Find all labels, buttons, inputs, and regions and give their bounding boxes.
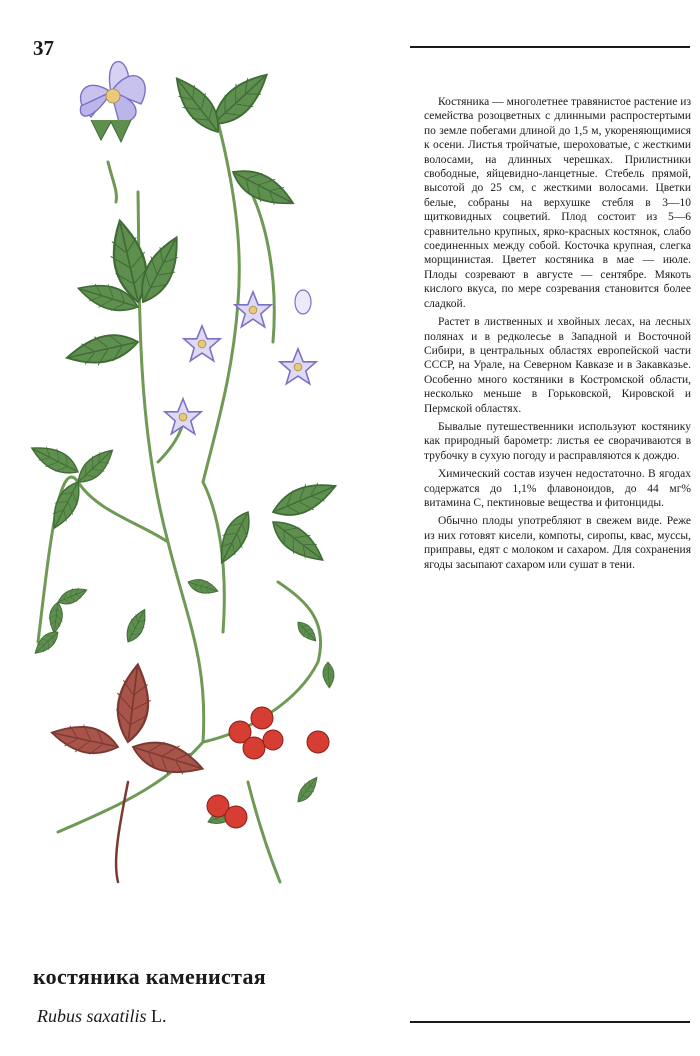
flower-cluster xyxy=(165,290,316,434)
plant-name-heading: костяника каменистая xyxy=(33,964,266,989)
bottom-rule xyxy=(410,1021,690,1023)
paragraph-habitat: Растет в лиственных и хвойных лесах, на лесных полянах и в редколесье в Западной и Восточной Сибири, в центральных областях европейской части СССР, на Урале, на Северном Кавказе и в Закавказье. Особенно много костяники в Костромской области, несколько меньше в Горьковской, Кировской и Пермской областях. xyxy=(424,316,691,415)
top-rule xyxy=(410,46,690,48)
paragraph-barometer: Бывалые путешественники используют костянику как природный барометр: листья ее сворачиваются в трубочку в сухую погоду и расправляются к дождю. xyxy=(424,420,691,462)
leaves-green xyxy=(27,65,341,828)
paragraph-usage: Обычно плоды употребляют в свежем виде. Реже из них готовят кисели, компоты, сиропы, квас, муссы, приправы, едят с молоком и сахаром. Для сохранения ягоды засыпают сахаром или сушат в тени. xyxy=(424,515,691,571)
berries xyxy=(207,707,329,828)
latin-name xyxy=(37,1006,167,1027)
latin-binomial: Rubus saxatilis xyxy=(37,1006,147,1026)
plant-illustration xyxy=(18,42,380,900)
latin-author: L. xyxy=(151,1006,167,1026)
flower-top xyxy=(80,62,145,142)
leaves-red xyxy=(49,662,208,785)
paragraph-description: Костяника — многолетнее травянистое растение из семейства розоцветных с длинными распростертыми по земле побегами длиной до 1,5 м, укореняющимися к осени. Листья тройчатые, шероховатые, с жесткими волосами, на длинных черешках. Прилистники свободные, яйцевидно-ланцетные. Стебель прямой, высотой до 25 см, с жесткими волосами. Цветки белые, собраны на верхушке стебля в 3—10 щитковидных соцветий. Плод состоит из 5—6 сравнительно крупных, ярко-красных костянок, слабо соединенных между собой. Косточка крупная, слегка морщинистая. Цветет костяника в мае — июле. Плоды созревают в августе — сентябре. Мякоть кислого вкуса, по мере созревания становится более сладкой. xyxy=(424,96,691,310)
paragraph-chemistry: Химический состав изучен недостаточно. В ягодах содержатся до 1,1% флавоноидов, до 44 мг% витамина С, пектиновые вещества и фитонциды. xyxy=(424,468,691,509)
page-number: 37 xyxy=(33,36,54,60)
description-text xyxy=(424,95,691,576)
